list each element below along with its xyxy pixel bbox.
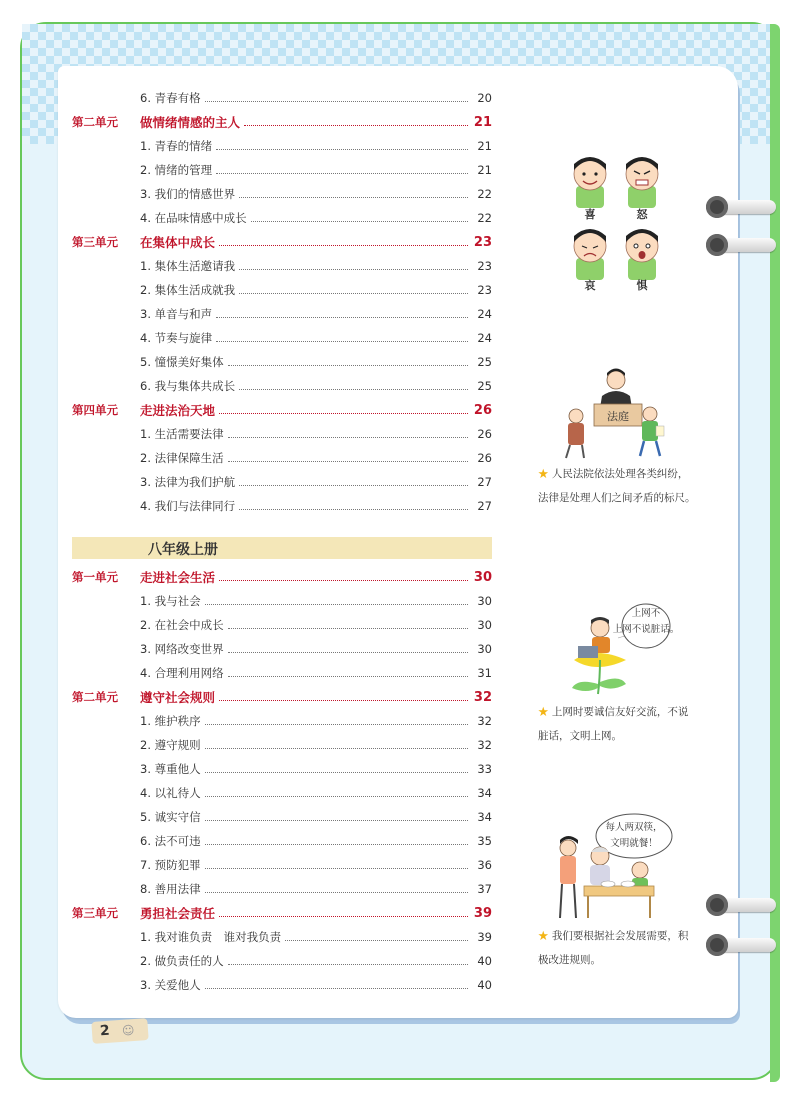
- unit-title: 走进法治天地: [140, 403, 216, 418]
- lesson-title: 2. 在社会中成长: [140, 618, 224, 632]
- unit-number: 第三单元: [72, 235, 118, 249]
- page-ref: 36: [477, 858, 492, 872]
- label-joy: 喜: [584, 208, 596, 221]
- leader-dots: [228, 364, 468, 366]
- toc-lesson-row: [72, 184, 492, 204]
- lesson-title: 2. 遵守规则: [140, 738, 201, 752]
- toc-lesson-row: [72, 591, 492, 611]
- lesson-title: 3. 网络改变世界: [140, 642, 224, 656]
- toc-lesson-row: [72, 256, 492, 276]
- toc-lesson-row: [72, 328, 492, 348]
- page-ref: 34: [477, 786, 492, 800]
- lesson-title: 2. 集体生活成就我: [140, 283, 236, 297]
- page-ref: 30: [477, 642, 492, 656]
- leader-dots: [219, 915, 468, 917]
- bubble-chopsticks-1: 每人两双筷，: [605, 822, 663, 833]
- toc-lesson-row: [72, 472, 492, 492]
- lesson-title: 4. 合理利用网络: [140, 666, 224, 680]
- page-ref: 23: [473, 234, 492, 250]
- binder-ring: [706, 234, 776, 256]
- page-ref: 21: [473, 114, 492, 130]
- leader-dots: [228, 651, 468, 653]
- lesson-title: 7. 预防犯罪: [140, 858, 201, 872]
- leader-dots: [251, 220, 468, 222]
- bubble-internet-text: 上网不说脏话。: [612, 624, 680, 635]
- toc-unit-row: [72, 903, 492, 923]
- toc-unit-row: [72, 232, 492, 252]
- leader-dots: [239, 268, 468, 270]
- leader-dots: [219, 699, 468, 701]
- unit-number: 第一单元: [72, 570, 118, 584]
- page-ref: 24: [477, 307, 492, 321]
- unit-number: 第四单元: [72, 403, 118, 417]
- note-internet: [538, 700, 698, 748]
- page-ref: 35: [477, 834, 492, 848]
- note-court: [538, 462, 698, 510]
- leader-dots: [239, 484, 468, 486]
- page-ref: 32: [473, 689, 492, 705]
- face-joy: [574, 157, 606, 208]
- leader-dots: [285, 939, 468, 941]
- toc-lesson-row: [72, 759, 492, 779]
- emotion-faces-illustration: [566, 152, 670, 292]
- lesson-title: 4. 以礼待人: [140, 786, 201, 800]
- lesson-title: 2. 情绪的管理: [140, 163, 213, 177]
- unit-number: 第二单元: [72, 690, 118, 704]
- page-ref: 22: [477, 187, 492, 201]
- star-icon: ★: [538, 706, 549, 718]
- note-court-text: 人民法院依法处理各类纠纷，法律是处理人们之间矛盾的标尺。: [538, 468, 696, 504]
- lesson-title: 1. 我与社会: [140, 594, 201, 608]
- page-ref: 34: [477, 810, 492, 824]
- internet-illustration: [566, 598, 680, 700]
- unit-number: 第二单元: [72, 115, 118, 129]
- page-ref: 26: [477, 451, 492, 465]
- leader-dots: [216, 340, 468, 342]
- leader-dots: [205, 723, 468, 725]
- leader-dots: [205, 819, 468, 821]
- page-ref: 30: [477, 618, 492, 632]
- leader-dots: [228, 460, 468, 462]
- leader-dots: [205, 771, 468, 773]
- toc-lesson-row: [72, 879, 492, 899]
- leader-dots: [205, 795, 468, 797]
- page-ref: 25: [477, 355, 492, 369]
- lesson-title: 1. 维护秩序: [140, 714, 201, 728]
- unit-title: 勇担社会责任: [140, 906, 216, 921]
- toc-lesson-row: [72, 496, 492, 516]
- toc-lesson-row: [72, 280, 492, 300]
- toc-lesson-row: [72, 735, 492, 755]
- page-ref: 32: [477, 738, 492, 752]
- leader-dots: [228, 627, 468, 629]
- lesson-title: 6. 法不可违: [140, 834, 201, 848]
- unit-title: 遵守社会规则: [140, 690, 216, 705]
- grade-heading: 八年级上册: [148, 542, 218, 558]
- page-ref: 37: [477, 882, 492, 896]
- page-ref: 30: [473, 569, 492, 585]
- leader-dots: [239, 196, 468, 198]
- leader-dots: [205, 891, 468, 893]
- page-ref: 23: [477, 283, 492, 297]
- leader-dots: [228, 436, 468, 438]
- leader-dots: [216, 172, 468, 174]
- page-ref: 22: [477, 211, 492, 225]
- unit-number: 第三单元: [72, 906, 118, 920]
- page-ref: 32: [477, 714, 492, 728]
- leader-dots: [219, 412, 468, 414]
- page-ref: 25: [477, 379, 492, 393]
- lesson-title: 2. 做负责任的人: [140, 954, 224, 968]
- toc-lesson-row: [72, 783, 492, 803]
- page-ref: 33: [477, 762, 492, 776]
- toc-lesson-row: [72, 807, 492, 827]
- toc-lesson-row: [72, 208, 492, 228]
- note-rules-text: 我们要根据社会发展需要，积极改进规则。: [538, 930, 689, 966]
- page-ref: 26: [473, 402, 492, 418]
- lesson-title: 3. 单音与和声: [140, 307, 213, 321]
- toc-lesson-row: [72, 136, 492, 156]
- leader-dots: [205, 987, 468, 989]
- toc-lesson-row: [72, 855, 492, 875]
- leader-dots: [219, 244, 468, 246]
- unit-title: 做情绪情感的主人: [140, 115, 241, 130]
- lesson-title: 3. 法律为我们护航: [140, 475, 236, 489]
- lesson-title: 6. 青春有格: [140, 91, 201, 105]
- page-ref: 39: [477, 930, 492, 944]
- toc-unit-row: [72, 400, 492, 420]
- lesson-title: 5. 诚实守信: [140, 810, 201, 824]
- leader-dots: [244, 124, 468, 126]
- leader-dots: [239, 508, 468, 510]
- page-ref: 21: [477, 139, 492, 153]
- lesson-title: 6. 我与集体共成长: [140, 379, 236, 393]
- page-ref: 40: [477, 954, 492, 968]
- page-ref: 24: [477, 331, 492, 345]
- leader-dots: [216, 148, 468, 150]
- lesson-title: 1. 我对谁负责 谁对我负责: [140, 930, 282, 944]
- star-icon: ★: [538, 930, 549, 942]
- page-ref: 31: [477, 666, 492, 680]
- lesson-title: 1. 集体生活邀请我: [140, 259, 236, 273]
- toc-lesson-row: [72, 663, 492, 683]
- page-ref: 27: [477, 475, 492, 489]
- page-ref: 20: [477, 91, 492, 105]
- page-ref: 26: [477, 427, 492, 441]
- toc-unit-row: [72, 567, 492, 587]
- leader-dots: [205, 843, 468, 845]
- bubble-chopsticks-2: 文明就餐！: [610, 838, 658, 849]
- toc-lesson-row: [72, 304, 492, 324]
- grade-heading-band: [72, 537, 492, 559]
- page-ref: 30: [477, 594, 492, 608]
- court-illustration: [556, 366, 668, 462]
- binder-ring: [706, 894, 776, 916]
- leader-dots: [205, 603, 468, 605]
- leader-dots: [239, 388, 468, 390]
- face-anger: [626, 157, 658, 208]
- leader-dots: [228, 675, 468, 677]
- binder-ring: [706, 196, 776, 218]
- lesson-title: 4. 节奏与旋律: [140, 331, 213, 345]
- leader-dots: [228, 963, 468, 965]
- notebook-spine: [770, 24, 780, 1082]
- page-ref: 23: [477, 259, 492, 273]
- leader-dots: [205, 747, 468, 749]
- face-sorrow: [574, 229, 606, 280]
- toc-unit-row: [72, 112, 492, 132]
- star-icon: ★: [538, 468, 549, 480]
- toc-lesson-row: [72, 927, 492, 947]
- lesson-title: 4. 我们与法律同行: [140, 499, 236, 513]
- leader-dots: [216, 316, 468, 318]
- lesson-title: 8. 善用法律: [140, 882, 201, 896]
- toc-lesson-row: [72, 448, 492, 468]
- page-number: 2: [99, 1022, 111, 1040]
- court-sign: 法庭: [607, 410, 629, 423]
- smiley-icon: ☺: [121, 1023, 135, 1038]
- page-ref: 21: [477, 163, 492, 177]
- lesson-title: 2. 法律保障生活: [140, 451, 224, 465]
- toc-lesson-row: [72, 615, 492, 635]
- leader-dots: [219, 579, 468, 581]
- toc-lesson-row: [72, 951, 492, 971]
- lesson-title: 3. 关爱他人: [140, 978, 201, 992]
- lesson-title: 5. 憧憬美好集体: [140, 355, 224, 369]
- page-ref: 27: [477, 499, 492, 513]
- unit-title: 走进社会生活: [140, 570, 216, 585]
- leader-dots: [205, 867, 468, 869]
- page-ref: 40: [477, 978, 492, 992]
- toc-lesson-row: [72, 639, 492, 659]
- lesson-title: 1. 青春的情绪: [140, 139, 213, 153]
- leader-dots: [205, 100, 468, 102]
- label-fear: 惧: [636, 279, 648, 292]
- unit-title: 在集体中成长: [140, 235, 216, 250]
- toc-lesson-row: [72, 352, 492, 372]
- page-ref: 39: [473, 905, 492, 921]
- lesson-title: 3. 我们的情感世界: [140, 187, 236, 201]
- note-rules: [538, 924, 698, 972]
- toc-unit-row: [72, 687, 492, 707]
- label-sorrow: 哀: [584, 279, 596, 292]
- toc-lesson-row: [72, 831, 492, 851]
- page-number-tab: [91, 1018, 148, 1044]
- lesson-title: 4. 在品味情感中成长: [140, 211, 247, 225]
- face-fear: [626, 229, 658, 280]
- toc-lesson-row: [72, 424, 492, 444]
- binder-ring: [706, 934, 776, 956]
- lesson-title: 3. 尊重他人: [140, 762, 201, 776]
- label-anger: 怒: [636, 208, 648, 221]
- toc-lesson-row: [72, 376, 492, 396]
- bubble-internet-line: 上网不: [631, 608, 661, 619]
- toc-lesson-row: [72, 711, 492, 731]
- toc-lesson-row: [72, 88, 492, 108]
- leader-dots: [239, 292, 468, 294]
- dining-illustration: [548, 812, 676, 924]
- toc-lesson-row: [72, 160, 492, 180]
- note-internet-text: 上网时要诚信友好交流，不说脏话，文明上网。: [538, 706, 689, 742]
- toc-lesson-row: [72, 975, 492, 995]
- lesson-title: 1. 生活需要法律: [140, 427, 224, 441]
